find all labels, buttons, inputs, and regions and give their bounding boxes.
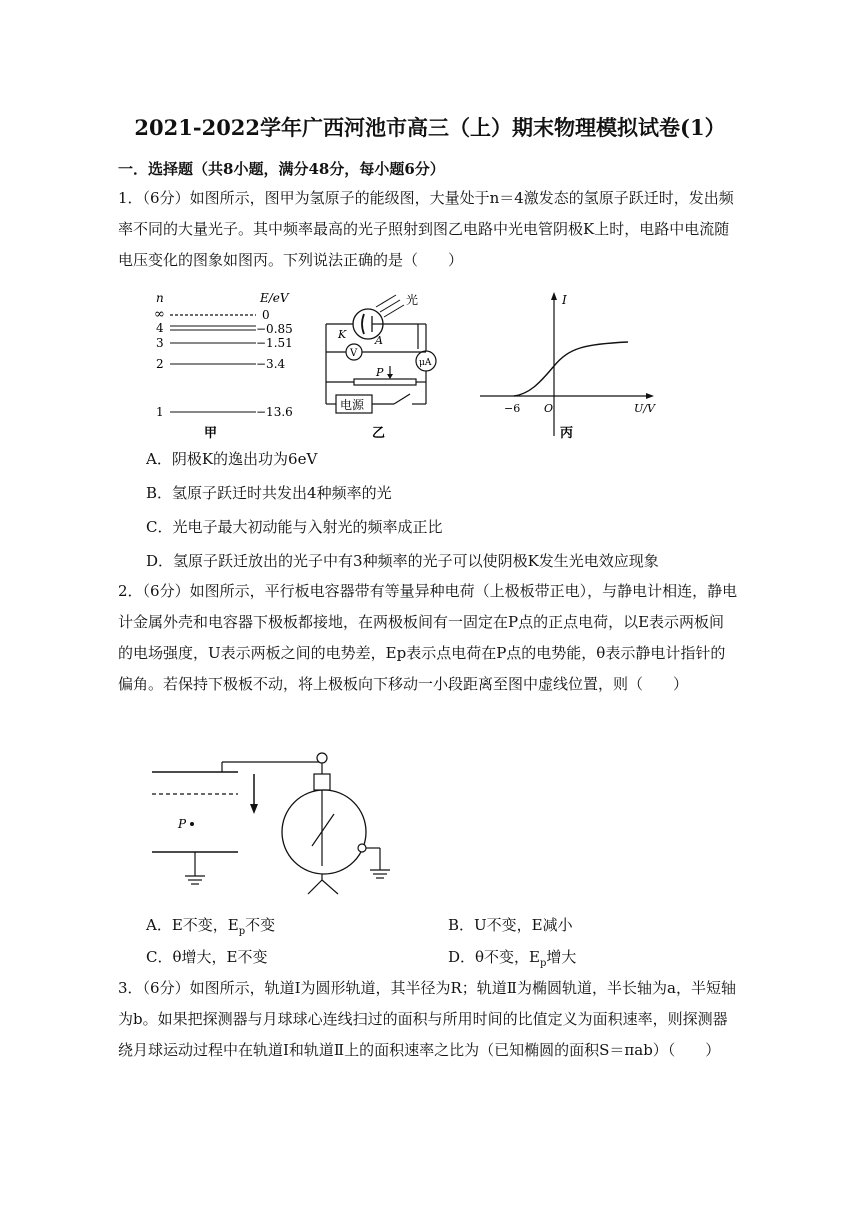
level-n-2: 2 <box>156 357 164 371</box>
tick-neg6: −6 <box>504 402 521 415</box>
level-n-label: n <box>156 291 164 305</box>
q2-option-b[interactable]: B．U不变，E减小 <box>448 916 573 934</box>
figure-energy-levels <box>140 286 310 442</box>
level-e-label: E/eV <box>260 291 289 305</box>
level-e-1: −13.6 <box>256 405 293 419</box>
svg-text:P: P <box>376 366 384 379</box>
electrometer-terminal <box>317 753 327 763</box>
cathode-label: K <box>338 328 347 341</box>
level-e-inf: 0 <box>262 308 270 322</box>
level-n-inf: ∞ <box>154 307 165 322</box>
level-n-4: 4 <box>156 321 164 335</box>
q2-option-a[interactable]: A．E不变，$E_p$不变 <box>146 916 276 937</box>
level-e-4: −0.85 <box>256 322 293 336</box>
question-2-text: 2．（6分）如图所示，平行板电容器带有等量异种电荷（上极板带正电），与静电计相连，静电计金属外壳和电容器下极板都接地，在两极板间有一固定在P点的正点电荷，以E表示两板间的电场强度，U表示两板之间的电势差，Ep表示点电荷在P点的电势能，θ表示静电计指针的偏角。若保持下极板不动，将上极板向下移动一小段距离至图中虚线位置，则（ ） <box>118 582 738 693</box>
electrometer-case <box>282 790 366 874</box>
iu-curve <box>514 342 628 396</box>
level-e-2: −3.4 <box>256 357 286 371</box>
level-n-1: 1 <box>156 405 164 419</box>
q1-option-d[interactable]: D．氢原子跃迁放出的光子中有3种频率的光子可以使阴极K发生光电效应现象 <box>146 552 659 570</box>
point-p <box>190 822 194 826</box>
q1-option-a[interactable]: A．阴极K的逸出功为6eV <box>146 450 318 468</box>
question-3-text: 3．（6分）如图所示，轨道Ⅰ为圆形轨道，其半径为R；轨道Ⅱ为椭圆轨道，半长轴为a，半短轴为b。如果把探测器与月球球心连线扫过的面积与所用时间的比值定义为面积速率，则探测器绕月球运动过程中在轨道Ⅰ和轨道Ⅱ上的面积速率之比为（已知椭圆的面积S＝πab）（ ） <box>118 979 736 1059</box>
rheostat <box>354 379 416 385</box>
u-axis-label: U/V <box>634 402 655 415</box>
level-e-3: −1.51 <box>256 336 293 350</box>
origin-label: O <box>544 402 554 415</box>
svg-text:电源: 电源 <box>340 398 365 412</box>
svg-text:V: V <box>350 348 358 359</box>
electrometer-pointer <box>312 814 334 846</box>
q1-option-b[interactable]: B．氢原子跃迁时共发出4种频率的光 <box>146 484 392 502</box>
point-p-label: P <box>178 817 187 831</box>
light-label: 光 <box>406 293 419 307</box>
q2-option-c[interactable]: C．θ增大，E不变 <box>146 948 268 966</box>
question-1-text: 1．（6分）如图所示，图甲为氢原子的能级图，大量处于n＝4激发态的氢原子跃迁时，发出频率不同的大量光子。其中频率最高的光子照射到图乙电路中光电管阴极K上时，电路中电流随电压变化的图象如图丙。下列说法正确的是（ ） <box>118 189 734 269</box>
caption-yi: 乙 <box>372 426 386 441</box>
anode-label: A <box>375 334 383 347</box>
i-axis-label: I <box>562 293 567 307</box>
q2-option-d[interactable]: D．θ不变，$E_p$增大 <box>448 948 577 969</box>
svg-text:μA: μA <box>419 358 432 368</box>
figure-iu-curve <box>474 286 660 442</box>
paper-title: 2021-2022学年广西河池市高三（上）期末物理模拟试卷(1） <box>134 115 726 140</box>
section-heading: 一．选择题（共8小题，满分48分，每小题6分） <box>118 160 445 178</box>
q1-option-c[interactable]: C．光电子最大初动能与入射光的频率成正比 <box>146 518 443 536</box>
figure-capacitor-electrometer <box>140 748 400 898</box>
caption-jia: 甲 <box>204 426 218 441</box>
switch <box>394 394 410 404</box>
figure-circuit <box>320 286 450 442</box>
caption-bing: 丙 <box>560 426 574 441</box>
level-n-3: 3 <box>156 336 164 350</box>
